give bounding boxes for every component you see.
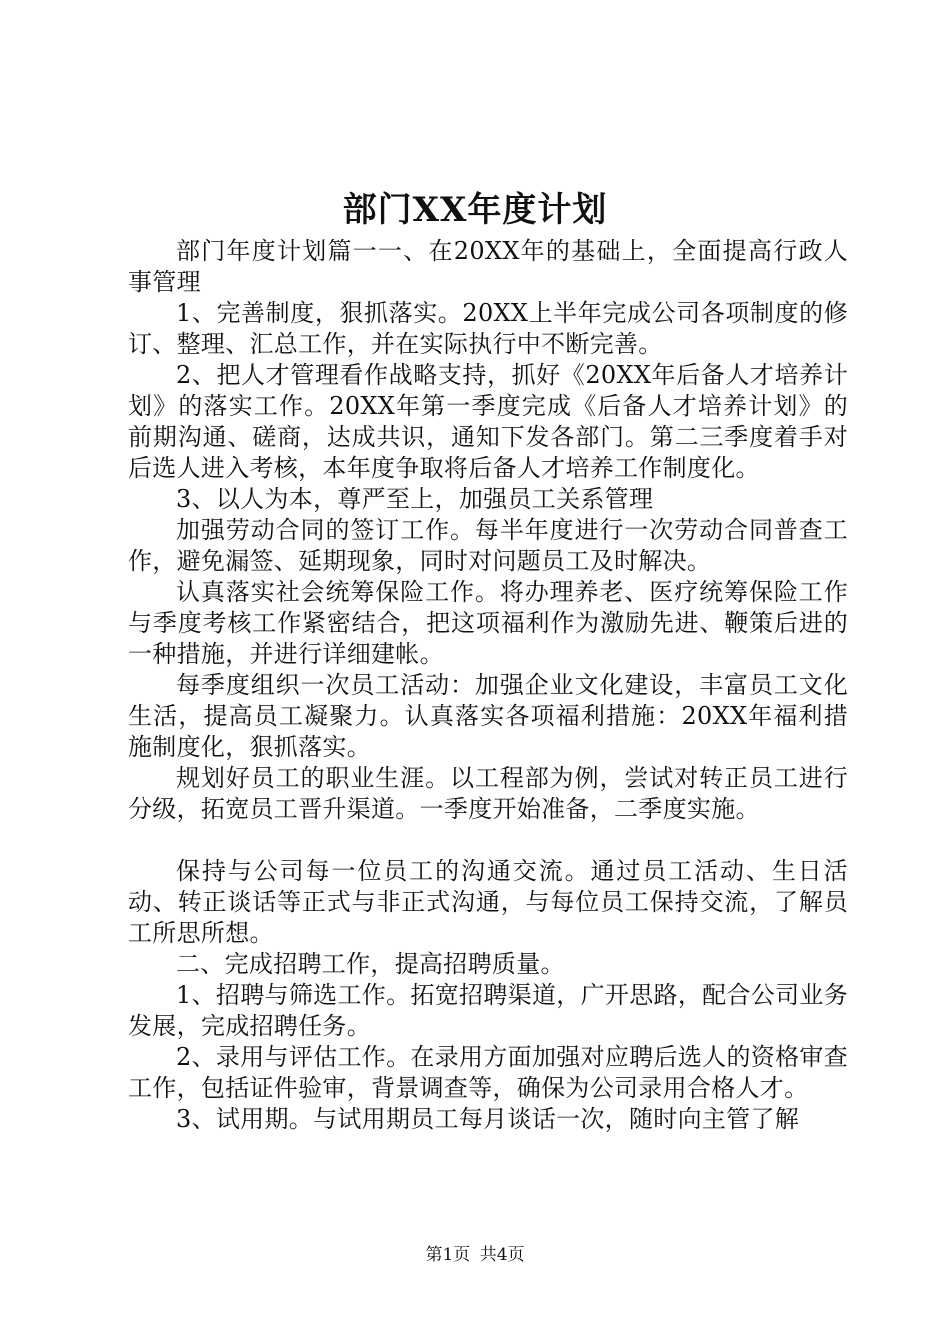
- paragraph: 1、招聘与筛选工作。拓宽招聘渠道，广开思路，配合公司业务发展，完成招聘任务。: [128, 981, 848, 1040]
- paragraph: 二、完成招聘工作，提高招聘质量。: [176, 950, 565, 978]
- paragraph: 1、完善制度，狠抓落实。20XX上半年完成公司各项制度的修订、整理、汇总工作，并在实际执行中不断完善。: [128, 299, 848, 358]
- paragraph: 认真落实社会统筹保险工作。将办理养老、医疗统筹保险工作与季度考核工作紧密结合，把这项福利作为激励先进、鞭策后进的一种措施，并进行详细建帐。: [128, 578, 848, 668]
- paragraph: 3、以人为本，尊严至上，加强员工关系管理: [176, 485, 654, 513]
- paragraph: 部门年度计划篇一一、在20XX年的基础上，全面提高行政人事管理: [128, 237, 848, 296]
- page-footer: [0, 1243, 950, 1267]
- paragraph: 规划好员工的职业生涯。以工程部为例，尝试对转正员工进行分级，拓宽员工晋升渠道。一季度开始准备，二季度实施。: [128, 764, 848, 823]
- paragraph: 保持与公司每一位员工的沟通交流。通过员工活动、生日活动、转正谈话等正式与非正式沟通，与每位员工保持交流，了解员工所思所想。: [128, 857, 848, 947]
- page-number: 第1页: [425, 1245, 471, 1265]
- paragraph: 2、录用与评估工作。在录用方面加强对应聘后选人的资格审查工作，包括证件验审，背景调查等，确保为公司录用合格人才。: [128, 1043, 848, 1102]
- page-total: 共4页: [479, 1245, 525, 1265]
- paragraph: 每季度组织一次员工活动：加强企业文化建设，丰富员工文化生活，提高员工凝聚力。认真落实各项福利措施：20XX年福利措施制度化，狠抓落实。: [128, 671, 848, 761]
- paragraph: 2、把人才管理看作战略支持，抓好《20XX年后备人才培养计划》的落实工作。20XX年第一季度完成《后备人才培养计划》的前期沟通、磋商，达成共识，通知下发各部门。第二三季度着手对后选人进入考核，本年度争取将后备人才培养工作制度化。: [128, 361, 848, 482]
- paragraph: 3、试用期。与试用期员工每月谈话一次，随时向主管了解: [176, 1105, 800, 1133]
- page-title: 部门XX年度计划: [342, 190, 608, 230]
- paragraph: 加强劳动合同的签订工作。每半年度进行一次劳动合同普查工作，避免漏签、延期现象，同时对问题员工及时解决。: [128, 516, 848, 575]
- document-body: [128, 236, 848, 1135]
